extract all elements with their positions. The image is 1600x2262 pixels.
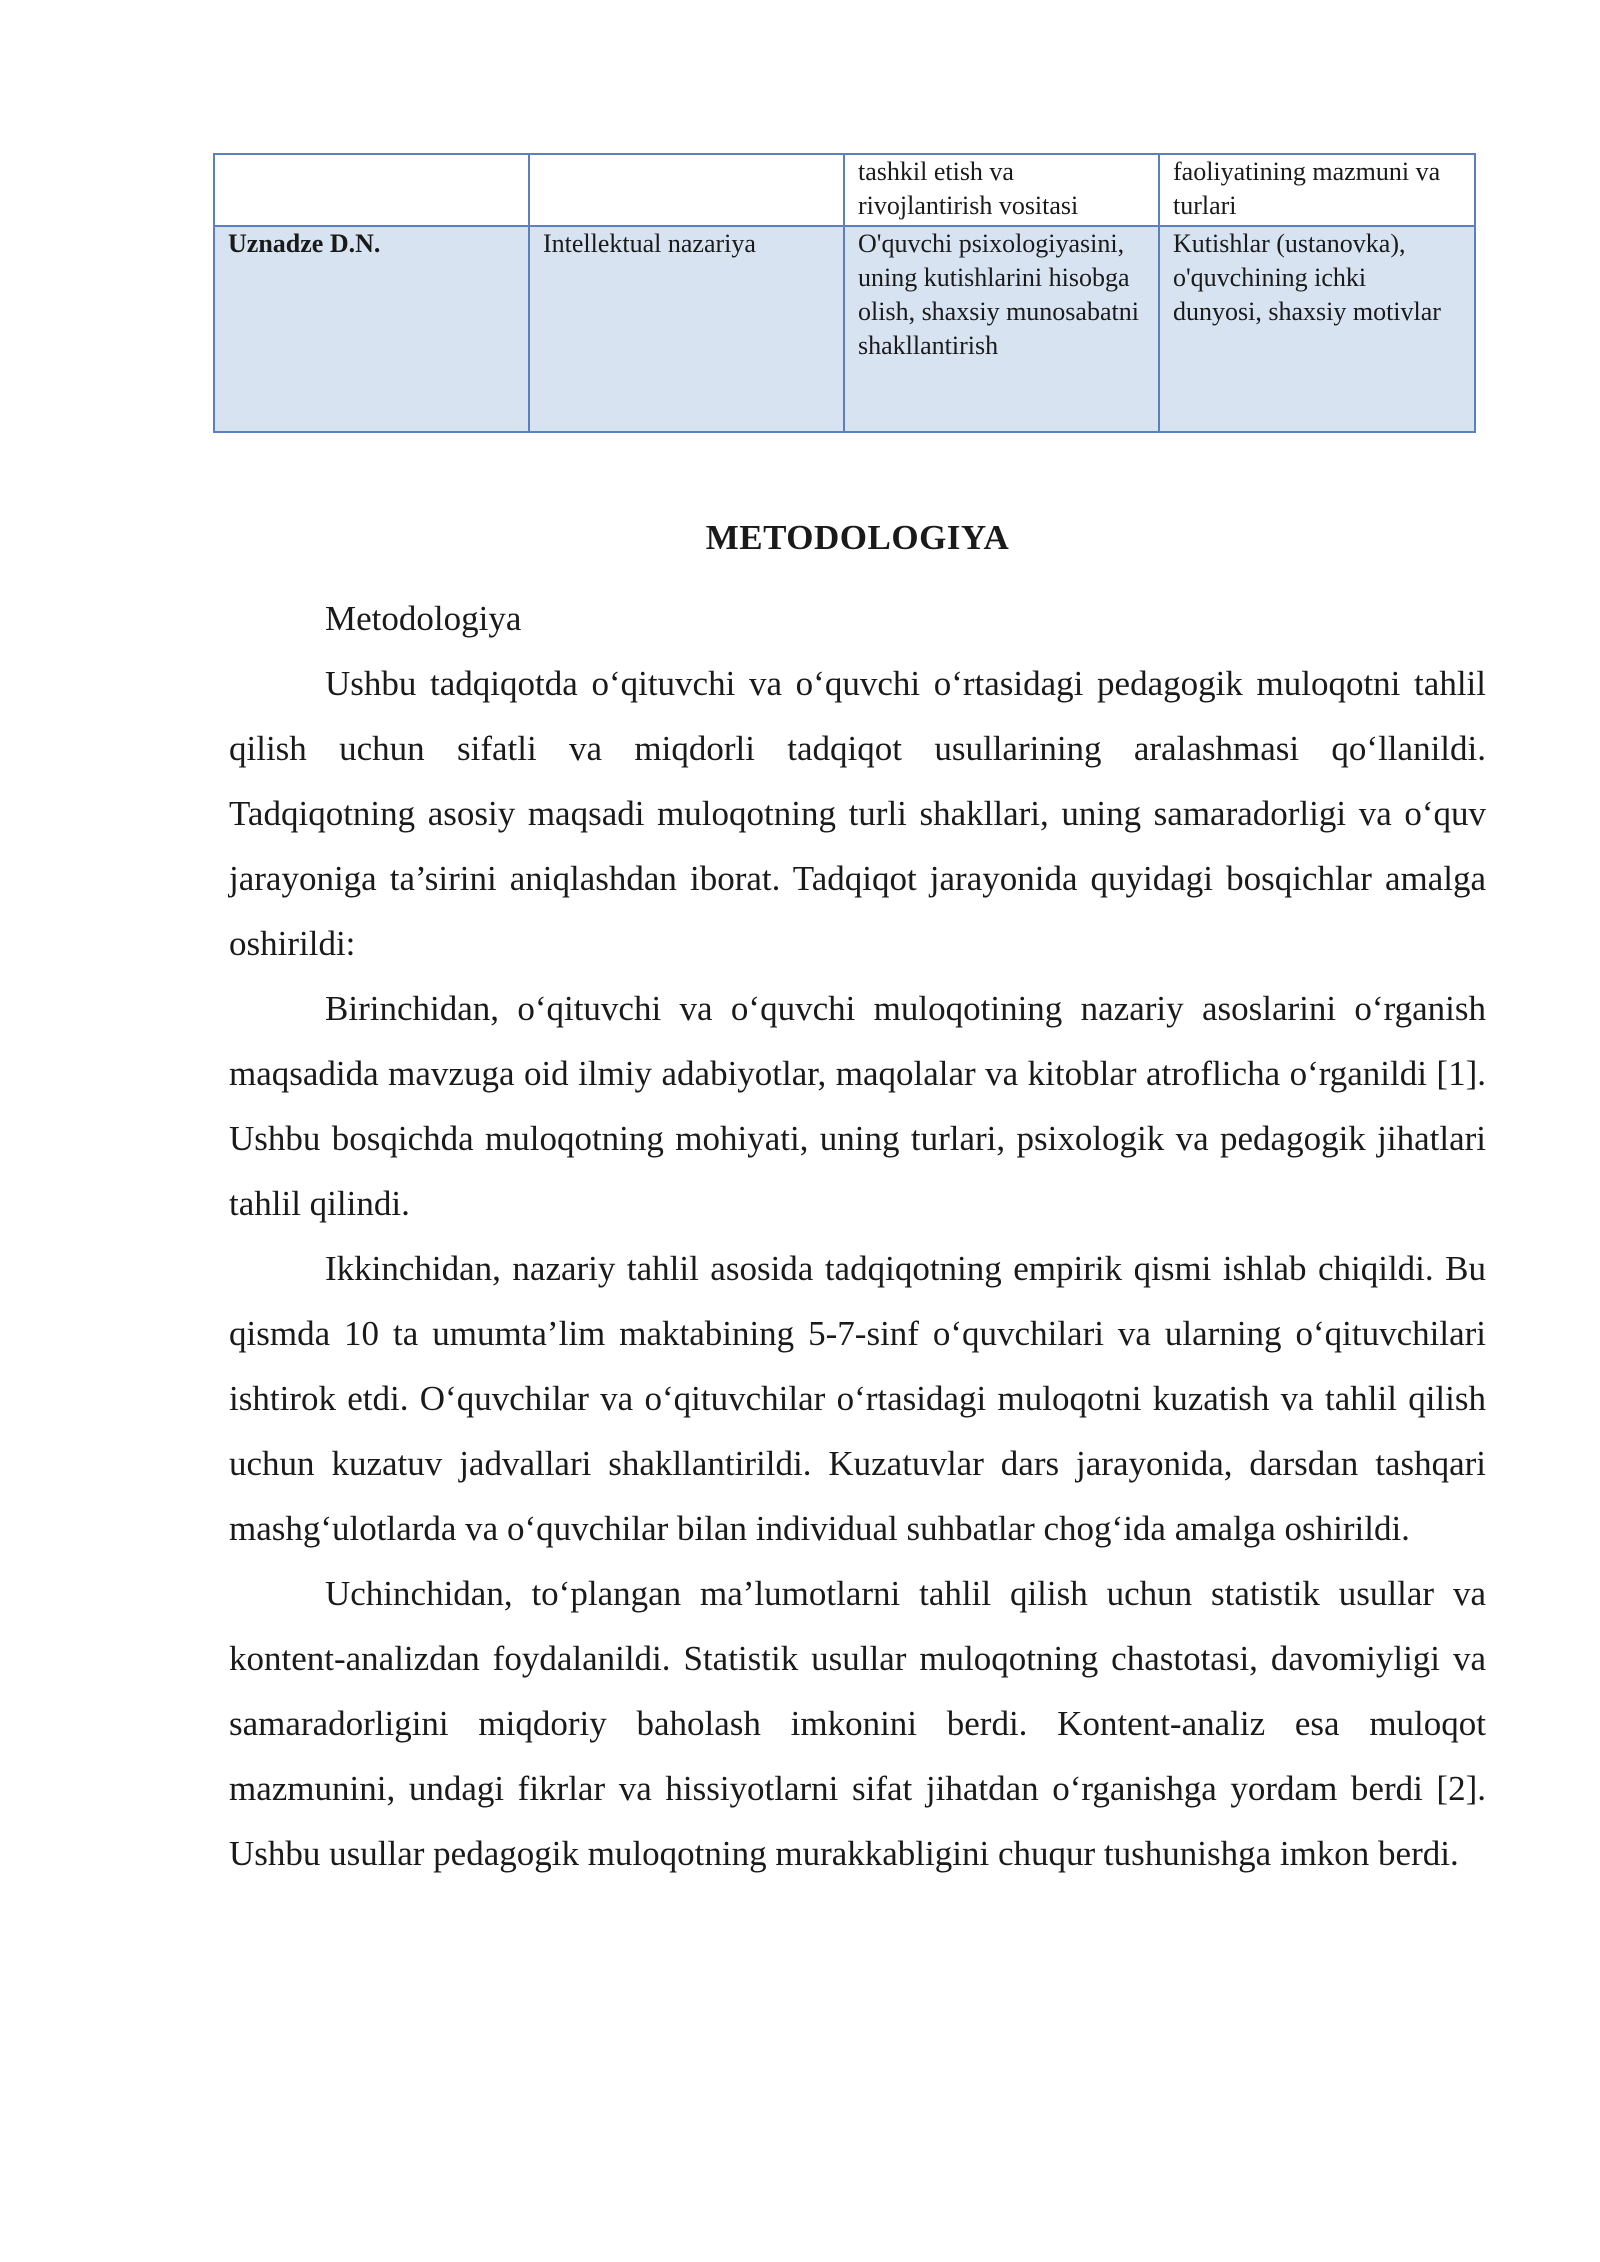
section-heading: METODOLOGIYA: [705, 518, 1010, 557]
paragraph: Ikkinchidan, nazariy tahlil asosida tadqiqotning empirik qismi ishlab chiqildi. Bu qismda 10 ta umumta’lim maktabining 5-7-sinf o‘quvchilari va ularning o‘qituvchilari ishtirok etdi. O‘quvchilar va o‘qituvchilar o‘rtasidagi muloqotni kuzatish va tahlil qilish uchun kuzatuv jadvallari shakllantirildi. Kuzatuvlar dars jarayonida, darsdan tashqari mashg‘ulotlarda va o‘quvchilar bilan individual suhbatlar chog‘ida amalga oshirildi.: [229, 1249, 1486, 1548]
table-cell-content: Kutishlar (ustanovka), o'quvchining ichki dunyosi, shaxsiy motivlar: [1159, 226, 1475, 432]
table-row: [214, 154, 1475, 226]
paragraph: Ushbu tadqiqotda o‘qituvchi va o‘quvchi o‘rtasidagi pedagogik muloqotni tahlil qilish uchun sifatli va miqdorli tadqiqot usullarining aralashmasi qo‘llanildi. Tadqiqotning asosiy maqsadi muloqotning turli shakllari, uning samaradorligi va o‘quv jarayoniga ta’sirini aniqlashdan iborat. Tadqiqot jarayonida quyidagi bosqichlar amalga oshirildi:: [229, 664, 1486, 963]
theories-table: [213, 153, 1476, 433]
paragraph: Birinchidan, o‘qituvchi va o‘quvchi muloqotining nazariy asoslarini o‘rganish maqsadida mavzuga oid ilmiy adabiyotlar, maqolalar va kitoblar atroflicha o‘rganildi [1]. Ushbu bosqichda muloqotning mohiyati, uning turlari, psixologik va pedagogik jihatlari tahlil qilindi.: [229, 989, 1486, 1223]
table-cell: tashkil etish va rivojlantirish vositasi: [844, 154, 1159, 226]
table-cell: faoliyatining mazmuni va turlari: [1159, 154, 1475, 226]
section-subtitle: Metodologiya: [325, 599, 522, 638]
table-cell-author: Uznadze D.N.: [214, 226, 529, 432]
paragraph: Uchinchidan, to‘plangan ma’lumotlarni tahlil qilish uchun statistik usullar va kontent-analizdan foydalanildi. Statistik usullar muloqotning chastotasi, davomiyligi va samaradorligini miqdoriy baholash imkonini berdi. Kontent-analiz esa muloqot mazmunini, undagi fikrlar va hissiyotlarni sifat jihatdan o‘rganishga yordam berdi [2]. Ushbu usullar pedagogik muloqotning murakkabligini chuqur tushunishga imkon berdi.: [229, 1574, 1486, 1873]
table-cell-theory: Intellektual nazariya: [529, 226, 844, 432]
table-cell: [529, 154, 844, 226]
table-cell-method: O'quvchi psixologiyasini, uning kutishlarini hisobga olish, shaxsiy munosabatni shakllantirish: [844, 226, 1159, 432]
section-body: [229, 651, 1486, 1886]
table-cell: [214, 154, 529, 226]
table-row: [214, 226, 1475, 432]
